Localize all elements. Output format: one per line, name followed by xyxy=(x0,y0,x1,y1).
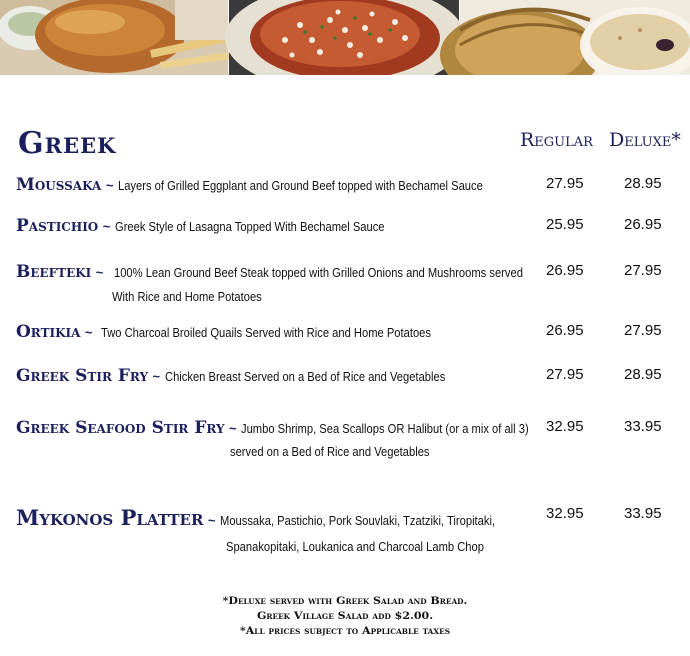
price-deluxe: 27.95 xyxy=(624,262,662,279)
price-regular: 25.95 xyxy=(546,216,584,233)
price-regular: 32.95 xyxy=(546,505,584,522)
item-description: Two Charcoal Broiled Quails Served with Rice and Home Potatoes xyxy=(100,325,431,340)
price-regular: 27.95 xyxy=(546,366,584,383)
column-header-deluxe: Deluxe* xyxy=(609,129,681,151)
item-description-cont: With Rice and Home Potatoes xyxy=(112,289,262,304)
column-header-regular: Regular xyxy=(520,129,593,151)
item-name: Greek Stir Fry xyxy=(16,366,149,386)
footer-notes xyxy=(0,594,690,639)
price-deluxe: 28.95 xyxy=(624,366,662,383)
price-regular: 26.95 xyxy=(546,262,584,279)
section-title: Greek xyxy=(18,126,117,161)
price-deluxe: 27.95 xyxy=(624,322,662,339)
food-photo-banner xyxy=(0,0,690,75)
fried-fish-photo xyxy=(0,0,230,75)
footer-line-village-salad: Greek Village Salad add $2.00. xyxy=(256,610,434,622)
footer-line-deluxe: *Deluxe served with Greek Salad and Bread. xyxy=(222,595,468,607)
item-description-cont: served on a Bed of Rice and Vegetables xyxy=(230,444,430,459)
price-deluxe: 26.95 xyxy=(624,216,662,233)
pasta-photo xyxy=(225,0,465,75)
item-description: Chicken Breast Served on a Bed of Rice and Vegetables xyxy=(164,369,445,384)
price-deluxe: 33.95 xyxy=(624,418,662,435)
price-regular: 32.95 xyxy=(546,418,584,435)
item-description: 100% Lean Ground Beef Steak topped with Grilled Onions and Mushrooms served xyxy=(113,265,523,280)
item-name: Beefteki xyxy=(16,262,92,282)
item-description: Jumbo Shrimp, Sea Scallops OR Halibut (or a mix of all 3) xyxy=(241,421,529,436)
item-description: Greek Style of Lasagna Topped With Bechamel Sauce xyxy=(114,219,385,234)
item-name: Moussaka xyxy=(16,175,102,195)
price-regular: 27.95 xyxy=(546,175,584,192)
item-name: Greek Seafood Stir Fry xyxy=(16,418,225,438)
item-name: Mykonos Platter xyxy=(16,505,204,530)
item-name: Pastichio xyxy=(16,216,99,236)
price-regular: 26.95 xyxy=(546,322,584,339)
price-deluxe: 33.95 xyxy=(624,505,662,522)
pita-basket-photo xyxy=(440,0,690,75)
item-description-cont: Spanakopitaki, Loukanica and Charcoal Lamb Chop xyxy=(226,539,484,554)
price-deluxe: 28.95 xyxy=(624,175,662,192)
item-description: Moussaka, Pastichio, Pork Souvlaki, Tzatziki, Tiropitaki, xyxy=(219,513,495,528)
footer-line-taxes: *All prices subject to Applicable taxes xyxy=(239,625,450,637)
item-description: Layers of Grilled Eggplant and Ground Beef topped with Bechamel Sauce xyxy=(117,178,483,193)
item-name: Ortikia xyxy=(16,322,81,342)
